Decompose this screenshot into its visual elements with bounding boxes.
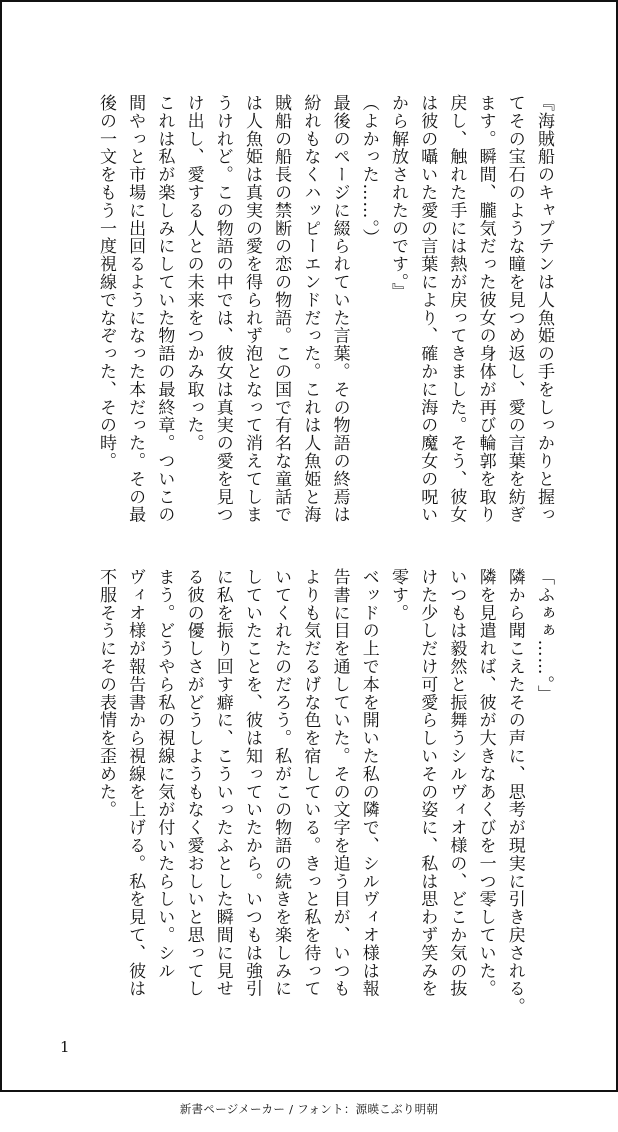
text-line: 間やっと市場に出回るようになった本だった。その最 — [125, 94, 146, 524]
upper-text-block — [91, 94, 558, 534]
text-line: よりも気だるげな色を宿している。きっと私を待って — [300, 568, 321, 998]
text-line: 戻し、触れた手には熱が戻ってきました。そう、彼女 — [446, 94, 467, 524]
text-line: 『海賊船のキャプテンは人魚姫の手をしっかりと握っ — [534, 94, 554, 524]
text-line: していたことを、彼は知っていたから。いつもは強引 — [241, 568, 262, 998]
text-line: 「ふぁぁ……。」 — [534, 568, 554, 703]
text-line: （よかった……。） — [358, 94, 379, 247]
text-line: けた少しだけ可愛らしいその姿に、私は思わず笑みを — [417, 568, 438, 998]
text-line: ヴィオ様が報告書から視線を上げる。私を見て、彼は — [125, 568, 146, 998]
text-line: ます。瞬間、朧気だった彼女の身体が再び輪郭を取り — [475, 94, 496, 524]
page-number: 1 — [60, 1038, 70, 1056]
text-line: 不服そうにその表情を歪めた。 — [95, 568, 116, 819]
text-line: 賊船の船長の禁断の恋の物語。この国で有名な童話で — [271, 94, 292, 524]
text-line: いてくれたのだろう。私がこの物語の続きを楽しみに — [271, 568, 292, 998]
text-line: は彼の囁いた愛の言葉により、確かに海の魔女の呪い — [417, 94, 438, 524]
text-line: 後の一文をもう一度視線でなぞった、その時。 — [95, 94, 116, 470]
text-line: け出し、愛する人との未来をつかみ取った。 — [183, 94, 204, 452]
text-line: 紛れもなくハッピーエンドだった。これは人魚姫と海 — [300, 94, 321, 524]
text-line: る彼の優しさがどうしようもなく愛おしいと思ってし — [183, 568, 204, 998]
text-line: 告書に目を通していた。その文字を追う目が、いつも — [329, 568, 350, 998]
text-line: 最後のページに綴られていた言葉。その物語の終焉は — [329, 94, 350, 524]
text-line: に私を振り回す癖に、こういったふとした瞬間に見せ — [212, 568, 233, 998]
footer-caption: 新書ページメーカー / フォント：源暎こぶり明朝 — [179, 1102, 439, 1116]
text-line: は人魚姫は真実の愛を得られず泡となって消えてしま — [241, 94, 262, 524]
text-line: これは私が楽しみにしていた物語の最終章。ついこの — [154, 94, 175, 524]
text-line: 零す。 — [387, 568, 408, 622]
text-line: てその宝石のような瞳を見つめ返し、愛の言葉を紡ぎ — [504, 94, 525, 524]
text-line: 隣を見遣れば、彼が大きなあくびを一つ零していた。 — [475, 568, 496, 998]
text-line: うけれど。この物語の中では、彼女は真実の愛を見つ — [212, 94, 233, 524]
lower-text-block — [91, 568, 558, 1016]
text-line: いつもは毅然と振舞うシルヴィオ様の、どこか気の抜 — [446, 568, 467, 998]
text-line: まう。どうやら私の視線に気が付いたらしい。シル — [154, 568, 175, 980]
text-line: 隣から聞こえたその声に、思考が現実に引き戻される。 — [504, 568, 525, 1016]
text-line: から解放されたのです。』 — [387, 94, 408, 301]
text-line: ベッドの上で本を開いた私の隣で、シルヴィオ様は報 — [358, 568, 379, 998]
